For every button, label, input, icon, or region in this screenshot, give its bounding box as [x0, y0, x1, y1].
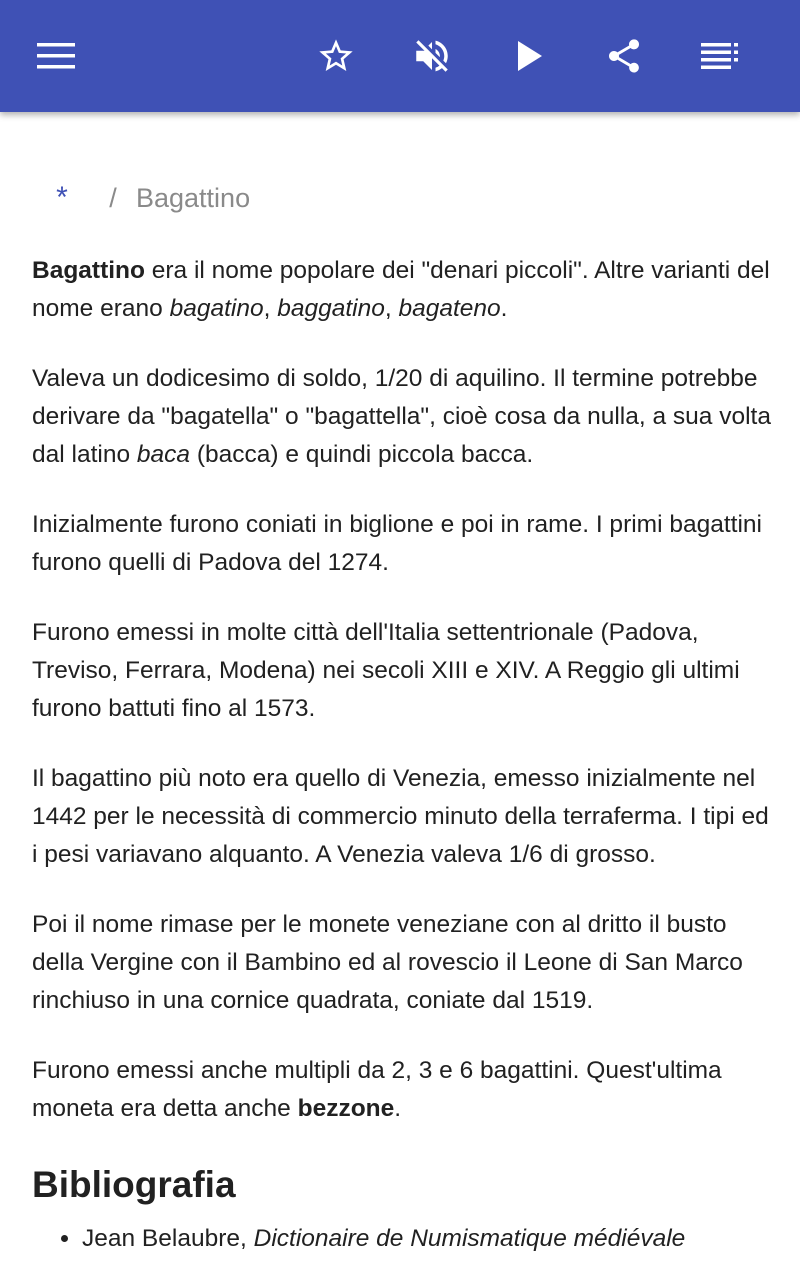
- play-icon: [516, 40, 544, 72]
- menu-button[interactable]: [24, 24, 88, 88]
- article-body: [32, 252, 772, 1258]
- paragraph-cities: Furono emessi in molte città dell'Italia settentrionale (Padova, Treviso, Ferrara, Modena) nei secoli XIII e XIV. A Reggio gli ultimi furono battuti fino al 1573.: [32, 619, 740, 722]
- app-bar: [0, 0, 800, 112]
- variant-name: bagateno: [398, 295, 501, 322]
- paragraph-text: era il nome popolare dei "denari piccoli". Altre varianti del nome erano: [32, 257, 770, 322]
- period: .: [394, 1095, 402, 1122]
- variant-name: baggatino: [277, 295, 385, 322]
- contents-button[interactable]: [688, 24, 752, 88]
- hamburger-menu-icon: [37, 43, 75, 69]
- bibliography-list: [32, 1220, 772, 1258]
- bibliography-item: [82, 1220, 772, 1258]
- breadcrumb-home-link[interactable]: *: [56, 181, 68, 214]
- comma: ,: [263, 295, 278, 322]
- mute-button[interactable]: [400, 24, 464, 88]
- breadcrumb: [32, 178, 250, 218]
- star-outline-icon: [315, 36, 357, 76]
- paragraph-venice: Il bagattino più noto era quello di Venezia, emesso inizialmente nel 1442 per le necessità di commercio minuto della terraferma. I tipi ed i pesi variavano alquanto. A Venezia valeva 1/6 di grosso.: [32, 765, 769, 868]
- paragraph-intro: [32, 252, 772, 328]
- paragraph-coin-design: Poi il nome rimase per le monete veneziane con al dritto il busto della Vergine con il Bambino ed al rovescio il Leone di San Marco rinchiuso in una cornice quadrata, coniate dal 1519.: [32, 911, 743, 1014]
- bezzone-term: bezzone: [297, 1095, 395, 1122]
- paragraph-text: (bacca) e quindi piccola bacca.: [190, 441, 534, 468]
- comma: ,: [384, 295, 399, 322]
- bibliography-author: Jean Belaubre,: [82, 1225, 254, 1252]
- article-term: Bagattino: [32, 257, 145, 284]
- breadcrumb-current: Bagattino: [136, 182, 251, 213]
- paragraph-text: Valeva un dodicesimo di soldo, 1/20 di aquilino. Il termine potrebbe derivare da "bagatella" o "bagattella", cioè cosa da nulla, a sua volta dal latino: [32, 365, 771, 468]
- favorite-button[interactable]: [304, 24, 368, 88]
- play-button[interactable]: [498, 24, 562, 88]
- variant-name: bagatino: [169, 295, 264, 322]
- paragraph-value: [32, 360, 772, 474]
- paragraph-minting: Inizialmente furono coniati in biglione e poi in rame. I primi bagattini furono quelli di Padova del 1274.: [32, 511, 762, 576]
- breadcrumb-separator: /: [109, 182, 117, 213]
- article-content[interactable]: [0, 112, 800, 1280]
- paragraph-text: Furono emessi anche multipli da 2, 3 e 6 bagattini. Quest'ultima moneta era detta anche: [32, 1057, 722, 1122]
- bibliography-heading: Bibliografia: [32, 1164, 236, 1205]
- share-icon: [604, 35, 644, 77]
- bibliography-title: Dictionaire de Numismatique médiévale: [253, 1225, 686, 1252]
- period: .: [500, 295, 508, 322]
- table-of-contents-icon: [701, 43, 739, 69]
- volume-off-icon: [411, 35, 453, 77]
- paragraph-multiples: [32, 1052, 772, 1128]
- latin-word: baca: [136, 441, 191, 468]
- share-button[interactable]: [592, 24, 656, 88]
